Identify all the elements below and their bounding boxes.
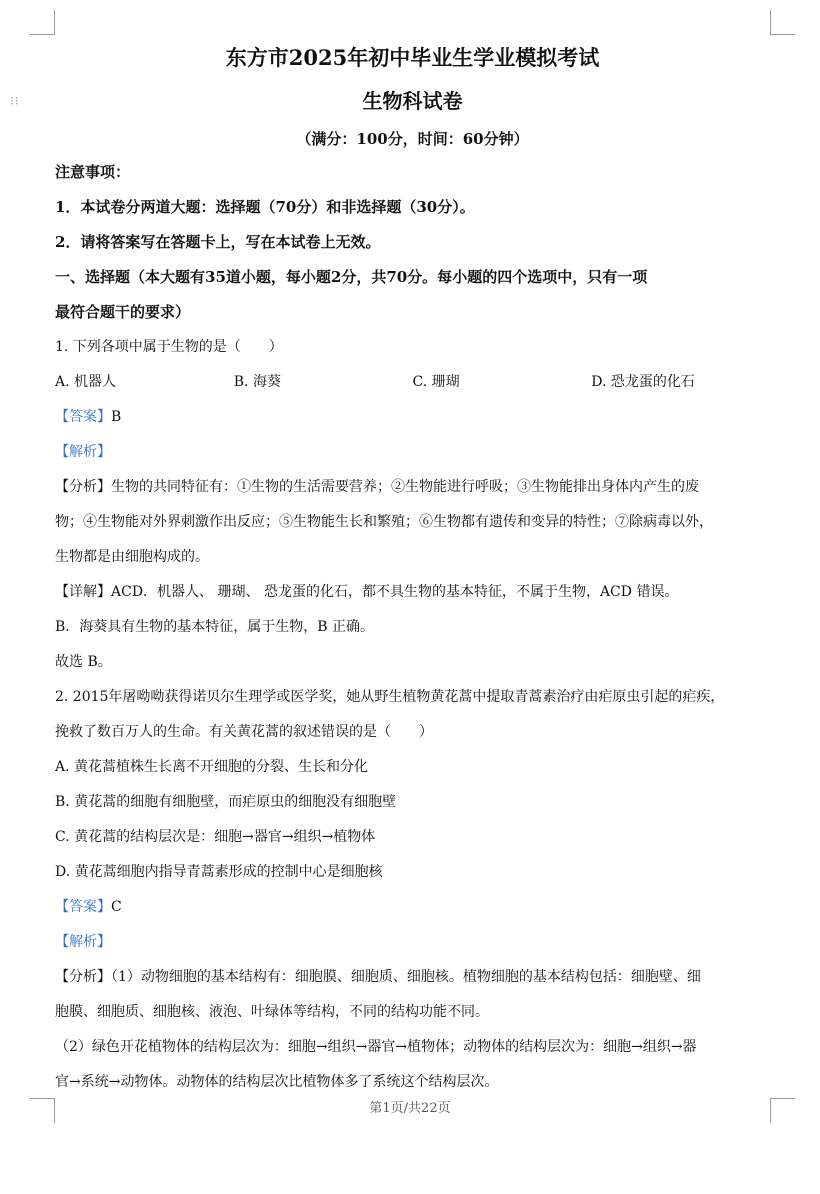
crop-mark-top-left — [30, 10, 55, 35]
q2-option-c: C. 黄花蒿的结构层次是：细胞→器官→组织→植物体 — [55, 829, 376, 845]
q1-detail-2: B．海葵具有生物的基本特征，属于生物，B 正确。 — [55, 619, 375, 635]
q2-answer-value: C — [111, 899, 122, 915]
q2-option-a: A. 黄花蒿植株生长离不开细胞的分裂、生长和分化 — [55, 759, 369, 775]
q1-fenxi-line-3: 生物都是由细胞构成的。 — [55, 549, 209, 565]
q2-option-b: B. 黄花蒿的细胞有细胞壁，而疟原虫的细胞没有细胞壁 — [55, 794, 397, 810]
note-item-1: 1．本试卷分两道大题：选择题（70分）和非选择题（30分）。 — [55, 198, 475, 216]
q2-fenxi-2-line-1: （2）绿色开花植物体的结构层次为：细胞→组织→器官→植物体；动物体的结构层次为：细胞→组织→器 — [55, 1039, 697, 1055]
q2-answer-label: 【答案】 — [55, 899, 111, 915]
crop-mark-top-right — [770, 10, 795, 35]
q1-options — [55, 365, 770, 400]
q1-answer — [55, 400, 770, 435]
q2-analysis-label: 【解析】 — [55, 934, 111, 950]
q1-analysis-label: 【解析】 — [55, 444, 111, 460]
q2-fenxi-1-line-2: 胞膜、细胞质、细胞核、液泡、叶绿体等结构，不同的结构功能不同。 — [55, 1004, 489, 1020]
drag-handle-icon[interactable]: ⁝⁝ — [10, 94, 20, 108]
q1-conclusion: 故选 B。 — [55, 654, 112, 670]
q1-option-d: D. 恐龙蛋的化石 — [591, 374, 695, 390]
q1-fenxi-line-2: 物；④生物能对外界刺激作出反应；⑤生物能生长和繁殖；⑥生物都有遗传和变异的特性；⑦除病毒以外， — [55, 514, 713, 530]
q1-answer-value: B — [111, 409, 122, 425]
q1-option-c: C. 珊瑚 — [412, 374, 460, 390]
q1-detail-1: 【详解】ACD．机器人、 珊瑚、 恐龙蛋的化石，都不具生物的基本特征，不属于生物，ACD 错误。 — [55, 584, 679, 600]
page-content — [55, 40, 770, 1100]
score-info: （满分：100分，时间：60分钟） — [296, 130, 529, 148]
exam-body — [55, 155, 770, 1100]
q2-option-d: D. 黄花蒿细胞内指导青蒿素形成的控制中心是细胞核 — [55, 864, 383, 880]
note-item-2: 2．请将答案写在答题卡上，写在本试卷上无效。 — [55, 233, 381, 251]
section-heading-line-2: 最符合题干的要求） — [55, 303, 191, 321]
exam-subtitle: 生物科试卷 — [362, 89, 463, 113]
q1-fenxi-line-1: 【分析】生物的共同特征有：①生物的生活需要营养；②生物能进行呼吸；③生物能排出身体内产生的废 — [55, 479, 699, 495]
page-number: 第1页/共22页 — [369, 1101, 451, 1116]
q1-stem: 1. 下列各项中属于生物的是（ ） — [55, 339, 283, 355]
q2-stem-line-1: 2. 2015年屠呦呦获得诺贝尔生理学或医学奖，她从野生植物黄花蒿中提取青蒿素治疗由疟原虫引起的疟疾， — [55, 689, 725, 705]
section-heading-line-1: 一、选择题（本大题有35道小题，每小题2分，共70分。每小题的四个选项中，只有一项 — [55, 268, 648, 286]
q2-answer — [55, 890, 770, 925]
q2-stem-line-2: 挽救了数百万人的生命。有关黄花蒿的叙述错误的是（ ） — [55, 724, 433, 740]
q2-fenxi-2-line-2: 官→系统→动物体。动物体的结构层次比植物体多了系统这个结构层次。 — [55, 1074, 499, 1090]
q1-option-a: A. 机器人 — [55, 374, 117, 390]
q1-option-b: B. 海葵 — [233, 374, 281, 390]
notes-heading: 注意事项： — [55, 163, 131, 181]
exam-title: 东方市2025年初中毕业生学业模拟考试 — [225, 45, 600, 70]
q1-answer-label: 【答案】 — [55, 409, 111, 425]
q2-fenxi-1-line-1: 【分析】（1）动物细胞的基本结构有：细胞膜、细胞质、细胞核。植物细胞的基本结构包括：细胞壁、细 — [55, 969, 701, 985]
